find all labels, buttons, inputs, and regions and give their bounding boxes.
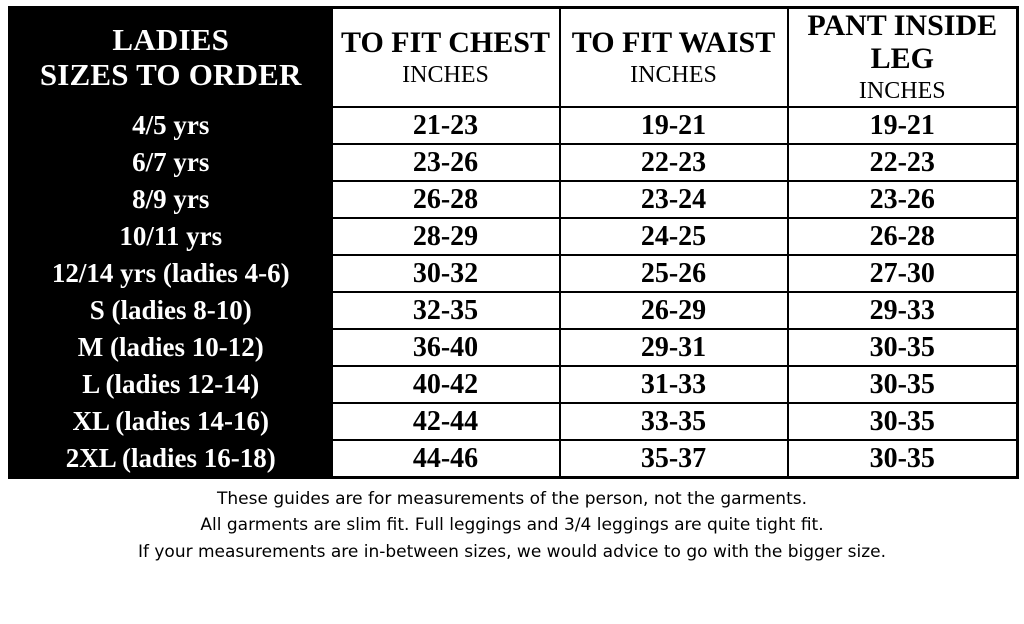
table-row [10, 329, 1018, 366]
footnotes [8, 479, 1016, 565]
row-chest-value: 23-26 [332, 144, 560, 181]
row-chest-value: 40-42 [332, 366, 560, 403]
row-size-label: 4/5 yrs [10, 107, 332, 144]
header-inseam-title: PANT INSIDE LEG [807, 9, 998, 75]
row-size-label: S (ladies 8-10) [10, 292, 332, 329]
footnote-line: If your measurements are in-between sizes, we would advice to go with the bigger size. [137, 541, 887, 562]
table-row [10, 440, 1018, 478]
row-chest-value: 36-40 [332, 329, 560, 366]
row-inseam-value: 30-35 [788, 440, 1018, 478]
header-waist-title: TO FIT WAIST [571, 25, 776, 59]
row-waist-value: 23-24 [560, 181, 788, 218]
header-chest-title: TO FIT CHEST [341, 25, 550, 59]
row-size-label: L (ladies 12-14) [10, 366, 332, 403]
row-chest-value: 30-32 [332, 255, 560, 292]
header-waist-units: INCHES [630, 61, 717, 88]
row-inseam-value: 27-30 [788, 255, 1018, 292]
row-waist-value: 26-29 [560, 292, 788, 329]
row-inseam-value: 22-23 [788, 144, 1018, 181]
ladies-size-chart-table [8, 6, 1019, 479]
header-chest-units: INCHES [402, 61, 489, 88]
table-row [10, 292, 1018, 329]
header-to-fit-chest [332, 8, 560, 108]
row-chest-value: 28-29 [332, 218, 560, 255]
row-size-label: 8/9 yrs [10, 181, 332, 218]
row-waist-value: 31-33 [560, 366, 788, 403]
table-row [10, 403, 1018, 440]
footnote-line: These guides are for measurements of the person, not the garments. [216, 489, 807, 509]
table-row [10, 107, 1018, 144]
row-size-label: 2XL (ladies 16-18) [10, 440, 332, 478]
row-waist-value: 25-26 [560, 255, 788, 292]
row-size-label: 12/14 yrs (ladies 4-6) [10, 255, 332, 292]
row-inseam-value: 26-28 [788, 218, 1018, 255]
table-row [10, 255, 1018, 292]
row-size-label: 6/7 yrs [10, 144, 332, 181]
header-sizes-line: SIZES TO ORDER [39, 56, 302, 92]
row-waist-value: 22-23 [560, 144, 788, 181]
row-size-label: XL (ladies 14-16) [10, 403, 332, 440]
header-to-fit-waist [560, 8, 788, 108]
table-row [10, 144, 1018, 181]
table-row [10, 218, 1018, 255]
row-chest-value: 44-46 [332, 440, 560, 478]
row-chest-value: 42-44 [332, 403, 560, 440]
row-waist-value: 35-37 [560, 440, 788, 478]
row-size-label: 10/11 yrs [10, 218, 332, 255]
table-header-row [10, 8, 1018, 108]
row-inseam-value: 19-21 [788, 107, 1018, 144]
row-inseam-value: 29-33 [788, 292, 1018, 329]
header-inseam-units: INCHES [858, 78, 946, 104]
table-row [10, 366, 1018, 403]
row-chest-value: 21-23 [332, 107, 560, 144]
row-waist-value: 29-31 [560, 329, 788, 366]
row-size-label: M (ladies 10-12) [10, 329, 332, 366]
row-inseam-value: 23-26 [788, 181, 1018, 218]
row-waist-value: 33-35 [560, 403, 788, 440]
row-inseam-value: 30-35 [788, 403, 1018, 440]
header-pant-inside-leg [788, 8, 1018, 108]
row-chest-value: 32-35 [332, 292, 560, 329]
footnote-line: All garments are slim fit. Full leggings and 3/4 leggings are quite tight fit. [200, 515, 824, 536]
row-inseam-value: 30-35 [788, 329, 1018, 366]
row-inseam-value: 30-35 [788, 366, 1018, 403]
header-ladies-line: LADIES [112, 21, 230, 57]
row-chest-value: 26-28 [332, 181, 560, 218]
row-waist-value: 19-21 [560, 107, 788, 144]
table-row [10, 181, 1018, 218]
header-sizes-to-order [10, 8, 332, 108]
row-waist-value: 24-25 [560, 218, 788, 255]
